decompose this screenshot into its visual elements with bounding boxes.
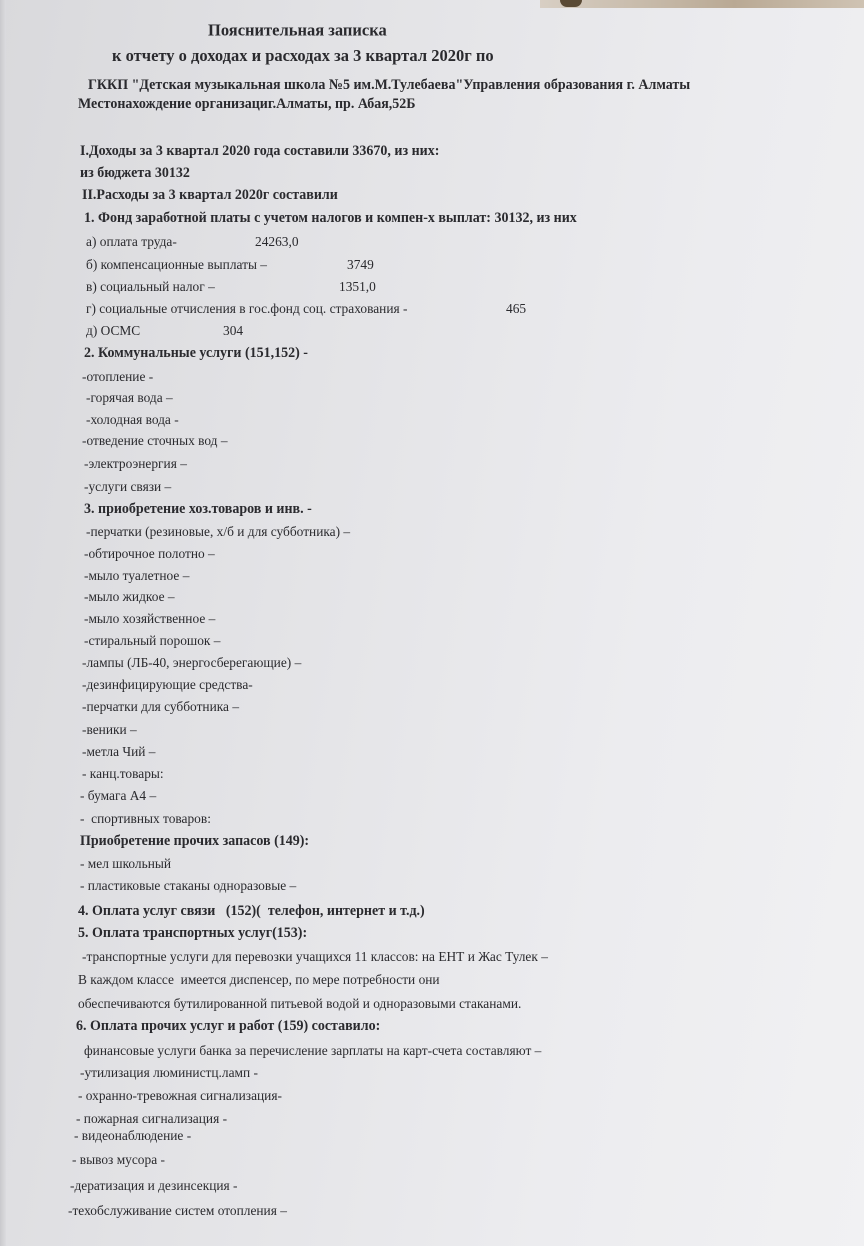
line-item: -холодная вода -	[86, 411, 179, 428]
line-item: б) компенсационные выплаты –	[86, 256, 267, 273]
line-item: -дезинфицирующие средства-	[82, 676, 253, 693]
line-item: - пластиковые стаканы одноразовые –	[80, 877, 297, 894]
line-item-amount: 1351,0	[339, 279, 376, 294]
line-item: а) оплата труда-	[86, 233, 177, 250]
table-surface	[540, 0, 864, 8]
line-item: в) социальный налог –	[86, 278, 215, 295]
line-item: -стиральный порошок –	[84, 632, 221, 649]
line-item: -техобслуживание систем отопления –	[68, 1202, 287, 1219]
line-item: -мыло туалетное –	[84, 567, 190, 584]
line-item: обеспечиваются бутилированной питьевой водой и одноразовыми стаканами.	[78, 995, 522, 1012]
line-item: -обтирочное полотно –	[84, 545, 215, 562]
clip	[560, 0, 582, 7]
organization-location: Местонахождение организациг.Алматы, пр. Абая,52Б	[78, 96, 416, 113]
line-item-amount: 304	[223, 323, 244, 338]
section-heading: I.Доходы за 3 квартал 2020 года составили 33670, из них:	[80, 143, 440, 160]
line-item: -лампы (ЛБ-40, энергосберегающие) –	[82, 654, 302, 671]
line-item: - мел школьный	[80, 855, 172, 872]
line-item: г) социальные отчисления в гос.фонд соц. страхования -	[86, 300, 408, 317]
line-item: финансовые услуги банка за перечисление зарплаты на карт-счета составляют –	[84, 1042, 542, 1059]
section-heading: из бюджета 30132	[80, 165, 190, 182]
line-item-amount: 465	[506, 301, 527, 316]
line-item: - видеонаблюдение -	[74, 1127, 192, 1144]
line-item: - канц.товары:	[82, 765, 164, 782]
line-item: - вывоз мусора -	[72, 1151, 165, 1168]
line-item: -утилизация люминистц.ламп -	[80, 1064, 258, 1081]
line-item-amount: 3749	[347, 257, 374, 272]
line-item-amount: 24263,0	[255, 234, 299, 249]
line-item: В каждом классе имеется диспенсер, по мере потребности они	[78, 971, 440, 988]
section-heading: 3. приобретение хоз.товаров и инв. -	[84, 501, 312, 518]
section-heading: 5. Оплата транспортных услуг(153):	[78, 925, 308, 942]
section-heading: II.Расходы за 3 квартал 2020г составили	[82, 187, 338, 204]
line-item: -услуги связи –	[84, 478, 172, 495]
section-heading: 2. Коммунальные услуги (151,152) -	[84, 345, 308, 362]
line-item: - пожарная сигнализация -	[76, 1110, 228, 1127]
line-item: -перчатки для субботника –	[82, 698, 240, 715]
line-item: -дератизация и дезинсекция -	[70, 1177, 238, 1194]
section-heading: Приобретение прочих запасов (149):	[80, 833, 310, 850]
line-item: -электроэнергия –	[84, 455, 187, 472]
section-heading: 4. Оплата услуг связи (152)( телефон, интернет и т.д.)	[78, 903, 425, 920]
section-heading: 6. Оплата прочих услуг и работ (159) составило:	[76, 1018, 381, 1035]
line-item: д) ОСМС	[86, 322, 141, 339]
line-item: -мыло жидкое –	[84, 588, 175, 605]
line-item: -мыло хозяйственное –	[84, 610, 216, 627]
line-item: -горячая вода –	[86, 389, 173, 406]
section-heading: 1. Фонд заработной платы с учетом налогов и компен-х выплат: 30132, из них	[84, 210, 577, 227]
document-subtitle: к отчету о доходах и расходах за 3 квартал 2020г по	[112, 45, 494, 66]
line-item: - спортивных товаров:	[80, 810, 211, 827]
line-item: -отопление -	[82, 368, 154, 385]
line-item: -транспортные услуги для перевозки учащихся 11 классов: на ЕНТ и Жас Тулек –	[82, 948, 548, 965]
line-item: -перчатки (резиновые, х/б и для субботника) –	[86, 523, 351, 540]
document-title: Пояснительная записка	[208, 19, 387, 40]
line-item: -отведение сточных вод –	[82, 432, 228, 449]
photo-edge	[0, 0, 6, 1246]
line-item: -веники –	[82, 721, 137, 738]
line-item: -метла Чий –	[82, 743, 156, 760]
organization-name: ГККП "Детская музыкальная школа №5 им.М.Тулебаева"Управления образования г. Алматы	[88, 77, 691, 94]
line-item: - бумага А4 –	[80, 787, 157, 804]
line-item: - охранно-тревожная сигнализация-	[78, 1087, 282, 1104]
